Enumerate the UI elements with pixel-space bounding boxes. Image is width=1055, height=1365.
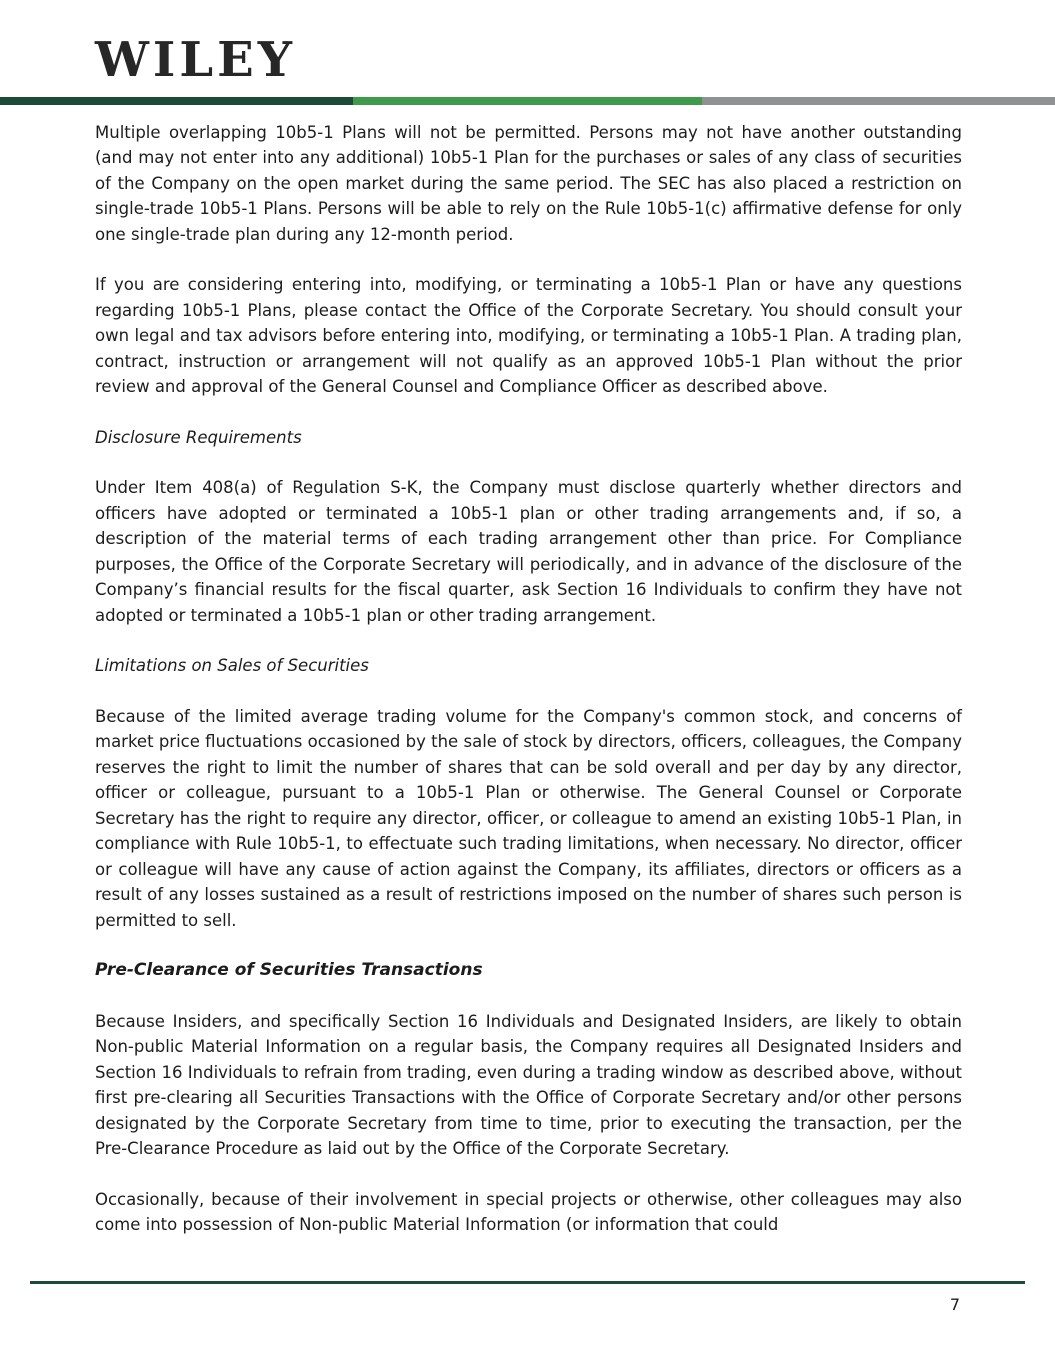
document-body (0, 105, 1055, 1238)
paragraph-insiders-pre-clearing: Because Insiders, and specifically Section 16 Individuals and Designated Insiders, are likely to obtain Non-public Material Information on a regular basis, the Company requires all Designated Insiders and Section 16 Individuals to refrain from trading, even during a trading window as described above, without first pre-clearing all Securities Transactions with the Office of Corporate Secretary and/or other persons designated by the Corporate Secretary from time to time, prior to executing the transaction, per the Pre-Clearance Procedure as laid out by the Office of the Corporate Secretary. (95, 1011, 962, 1159)
section-heading-pre-clearance: Pre-Clearance of Securities Transactions (95, 960, 483, 981)
wiley-logo: WILEY (95, 32, 296, 88)
paragraph-special-projects: Occasionally, because of their involvement in special projects or otherwise, other colleagues may also come into possession of Non-public Material Information (or information that could (95, 1189, 962, 1235)
brand-bar (0, 97, 1055, 105)
page-header (0, 0, 1055, 105)
paragraph-overlapping-plans: Multiple overlapping 10b5-1 Plans will not be permitted. Persons may not have another outstanding (and may not enter into any additional) 10b5-1 Plan for the purchases or sales of any class of securities of the Company on the open market during the same period. The SEC has also placed a restriction on single-trade 10b5-1 Plans. Persons will be able to rely on the Rule 10b5-1(c) affirmative defense for only one single-trade plan during any 12-month period. (95, 122, 962, 244)
paragraph-limited-trading-volume: Because of the limited average trading volume for the Company's common stock, and concerns of market price fluctuations occasioned by the sale of stock by directors, officers, colleagues, the Company reserves the right to limit the number of shares that can be sold overall and per day by any director, officer or colleague, pursuant to a 10b5-1 Plan or otherwise. The General Counsel or Corporate Secretary has the right to require any director, officer, or colleague to amend an existing 10b5-1 Plan, in compliance with Rule 10b5-1, to effectuate such trading limitations, when necessary. No director, officer or colleague will have any cause of action against the Company, its affiliates, directors or officers as a result of any losses sustained as a result of restrictions imposed on the number of shares such person is permitted to sell. (95, 706, 962, 930)
brand-bar-segment-dark-green (0, 97, 353, 105)
page-footer (0, 1281, 1055, 1365)
paragraph-regulation-sk: Under Item 408(a) of Regulation S-K, the Company must disclose quarterly whether directors and officers have adopted or terminated a 10b5-1 plan or other trading arrangements and, if so, a description of the material terms of each trading arrangement other than price. For Compliance purposes, the Office of the Corporate Secretary will periodically, and in advance of the disclosure of the Company’s financial results for the fiscal quarter, ask Section 16 Individuals to confirm they have not adopted or terminated a 10b5-1 plan or other trading arrangement. (95, 478, 962, 625)
brand-bar-segment-green (353, 97, 701, 105)
section-heading-disclosure-requirements: Disclosure Requirements (95, 427, 302, 447)
paragraph-considering-plan: If you are considering entering into, modifying, or terminating a 10b5-1 Plan or have any questions regarding 10b5-1 Plans, please contact the Office of the Corporate Secretary. You should consult your own legal and tax advisors before entering into, modifying, or terminating a 10b5-1 Plan. A trading plan, contract, instruction or arrangement will not qualify as an approved 10b5-1 Plan without the prior review and approval of the General Counsel and Compliance Officer as described above. (95, 275, 962, 397)
section-heading-limitations-on-sales: Limitations on Sales of Securities (95, 656, 369, 676)
brand-bar-segment-gray (702, 97, 1055, 105)
footer-rule (30, 1281, 1025, 1284)
page-number: 7 (949, 1295, 960, 1314)
